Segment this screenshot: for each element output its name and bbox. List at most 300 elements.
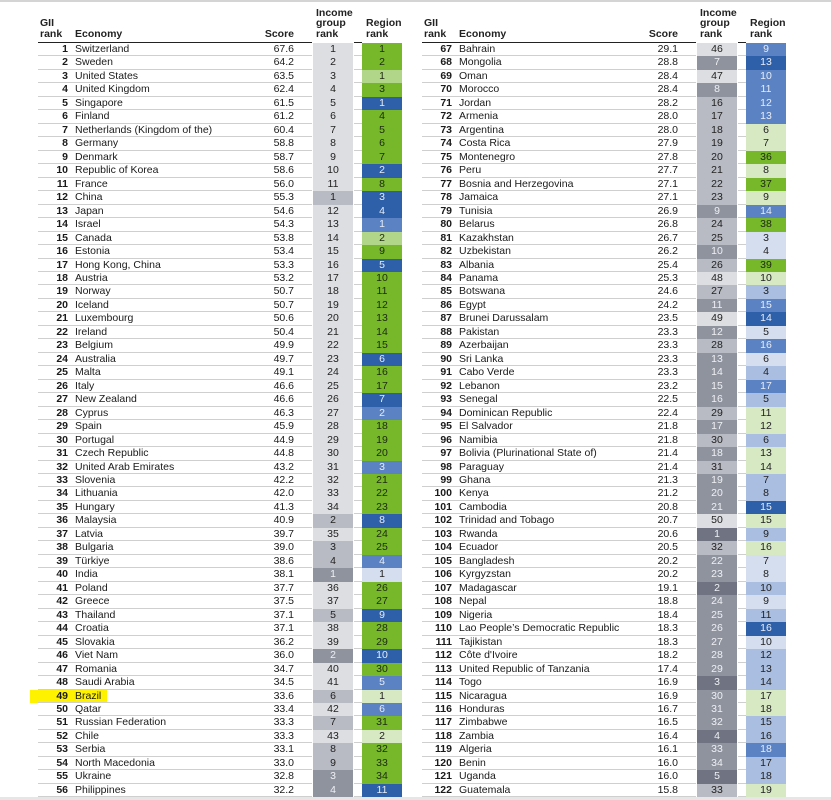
region-rank-cell: 17	[746, 690, 786, 703]
region-rank-cell: 10	[746, 636, 786, 649]
economy-cell: Tunisia	[459, 204, 493, 217]
region-rank-cell: 2	[362, 407, 402, 420]
income-group-rank-cell: 30	[313, 447, 353, 460]
income-group-rank-cell: 25	[697, 609, 737, 622]
income-group-rank-cell: 23	[697, 568, 737, 581]
score-cell: 34.7	[273, 662, 294, 675]
gii-rank-cell: 69	[440, 69, 452, 82]
header-gii-rank: GII rank	[424, 17, 447, 40]
table-row	[38, 528, 404, 541]
gii-rank-cell: 44	[56, 622, 68, 635]
region-rank-cell: 25	[362, 541, 402, 554]
income-group-rank-cell: 2	[313, 514, 353, 527]
gii-rank-cell: 97	[440, 447, 452, 460]
gii-rank-cell: 102	[434, 514, 452, 527]
region-rank-cell: 2	[362, 232, 402, 245]
table-row	[422, 676, 788, 689]
gii-rank-cell: 84	[440, 271, 452, 284]
table-row	[422, 97, 788, 110]
economy-cell: Zambia	[459, 729, 495, 742]
region-rank-cell: 19	[746, 784, 786, 797]
region-rank-cell: 18	[746, 770, 786, 783]
region-rank-cell: 13	[746, 663, 786, 676]
region-rank-cell: 6	[362, 703, 402, 716]
region-rank-cell: 16	[746, 730, 786, 743]
income-group-rank-cell: 22	[313, 339, 353, 352]
income-group-rank-cell: 28	[697, 339, 737, 352]
income-group-rank-cell: 15	[697, 380, 737, 393]
gii-rank-cell: 5	[62, 96, 68, 109]
economy-cell: Nicaragua	[459, 689, 507, 702]
region-rank-cell: 7	[362, 393, 402, 406]
gii-rank-cell: 20	[56, 298, 68, 311]
income-group-rank-cell: 18	[697, 124, 737, 137]
table-row	[422, 56, 788, 69]
header-score: Score	[264, 27, 294, 40]
economy-cell: Argentina	[459, 123, 504, 136]
table-row	[422, 164, 788, 177]
score-cell: 16.9	[657, 689, 678, 702]
score-cell: 20.7	[657, 514, 678, 527]
region-rank-cell: 3	[362, 83, 402, 96]
score-cell: 25.4	[657, 258, 678, 271]
gii-rank-cell: 89	[440, 339, 452, 352]
table-row	[422, 582, 788, 595]
table-row	[422, 245, 788, 258]
score-cell: 22.4	[657, 406, 678, 419]
score-cell: 26.8	[657, 218, 678, 231]
gii-rank-cell: 96	[440, 433, 452, 446]
score-cell: 27.8	[657, 150, 678, 163]
table-row	[38, 205, 404, 218]
region-rank-cell: 8	[746, 568, 786, 581]
income-group-rank-cell: 17	[697, 420, 737, 433]
gii-rank-cell: 85	[440, 285, 452, 298]
table-row	[422, 447, 788, 460]
table-row	[422, 528, 788, 541]
score-cell: 24.2	[657, 298, 678, 311]
income-group-rank-cell: 24	[697, 218, 737, 231]
region-rank-cell: 11	[362, 784, 402, 797]
region-rank-cell: 11	[746, 83, 786, 96]
score-cell: 32.2	[273, 783, 294, 796]
income-group-rank-cell: 16	[697, 393, 737, 406]
score-cell: 33.6	[273, 689, 294, 702]
region-rank-cell: 17	[746, 757, 786, 770]
economy-cell: Estonia	[75, 245, 111, 258]
table-row	[38, 582, 404, 595]
economy-cell: Iceland	[75, 298, 109, 311]
gii-rank-cell: 28	[56, 406, 68, 419]
income-group-rank-cell: 3	[313, 70, 353, 83]
economy-cell: Austria	[75, 271, 108, 284]
gii-rank-cell: 6	[62, 110, 68, 123]
table-row	[422, 137, 788, 150]
income-group-rank-cell: 32	[313, 474, 353, 487]
income-group-rank-cell: 14	[697, 366, 737, 379]
income-group-rank-cell: 22	[697, 178, 737, 191]
score-cell: 50.6	[273, 312, 294, 325]
gii-rank-cell: 98	[440, 460, 452, 473]
economy-cell: Portugal	[75, 433, 115, 446]
economy-cell: Pakistan	[459, 325, 500, 338]
table-row	[38, 137, 404, 150]
economy-cell: Philippines	[75, 783, 126, 796]
region-rank-cell: 6	[362, 353, 402, 366]
income-group-rank-cell: 43	[313, 730, 353, 743]
region-rank-cell: 9	[746, 43, 786, 56]
income-group-rank-cell: 19	[697, 474, 737, 487]
gii-rank-cell: 7	[62, 123, 68, 136]
income-group-rank-cell: 26	[697, 259, 737, 272]
gii-rank-cell: 2	[62, 56, 68, 69]
gii-rank-cell: 80	[440, 218, 452, 231]
gii-rank-cell: 82	[440, 245, 452, 258]
economy-cell: Romania	[75, 662, 118, 675]
region-rank-cell: 11	[746, 609, 786, 622]
region-rank-cell: 10	[746, 70, 786, 83]
table-row	[422, 743, 788, 756]
region-rank-cell: 22	[362, 487, 402, 500]
region-rank-cell: 2	[362, 164, 402, 177]
income-group-rank-cell: 3	[697, 676, 737, 689]
region-rank-cell: 7	[362, 151, 402, 164]
gii-rank-cell: 53	[56, 743, 68, 756]
economy-cell: Honduras	[459, 702, 505, 715]
region-rank-cell: 15	[746, 299, 786, 312]
score-cell: 37.5	[273, 595, 294, 608]
region-rank-cell: 16	[746, 541, 786, 554]
income-group-rank-cell: 20	[697, 151, 737, 164]
income-group-rank-cell: 32	[697, 716, 737, 729]
score-cell: 23.3	[657, 366, 678, 379]
income-group-rank-cell: 10	[697, 245, 737, 258]
economy-cell: Montenegro	[459, 150, 516, 163]
score-cell: 34.5	[273, 676, 294, 689]
economy-cell: Nigeria	[459, 608, 493, 621]
score-cell: 24.6	[657, 285, 678, 298]
region-rank-cell: 33	[362, 757, 402, 770]
table-row	[38, 218, 404, 231]
gii-rank-cell: 83	[440, 258, 452, 271]
table-header	[422, 0, 788, 42]
table-row	[422, 622, 788, 635]
income-group-rank-cell: 12	[697, 326, 737, 339]
table-row	[422, 690, 788, 703]
table-row	[38, 56, 404, 69]
economy-cell: Bulgaria	[75, 541, 114, 554]
score-cell: 28.0	[657, 123, 678, 136]
economy-cell: Norway	[75, 285, 111, 298]
gii-rank-cell: 70	[440, 83, 452, 96]
table-row	[422, 663, 788, 676]
income-group-rank-cell: 26	[697, 622, 737, 635]
income-group-rank-cell: 48	[697, 272, 737, 285]
region-rank-cell: 16	[746, 622, 786, 635]
region-rank-cell: 24	[362, 528, 402, 541]
region-rank-cell: 9	[362, 609, 402, 622]
table-row	[422, 70, 788, 83]
score-cell: 20.5	[657, 541, 678, 554]
score-cell: 20.8	[657, 500, 678, 513]
economy-cell: Bolivia (Plurinational State of)	[459, 447, 597, 460]
table-row	[422, 218, 788, 231]
table-row	[422, 595, 788, 608]
income-group-rank-cell: 17	[697, 110, 737, 123]
score-cell: 33.3	[273, 729, 294, 742]
gii-rank-cell: 86	[440, 298, 452, 311]
region-rank-cell: 27	[362, 595, 402, 608]
economy-cell: Benin	[459, 756, 486, 769]
table-row	[422, 770, 788, 783]
score-cell: 15.8	[657, 783, 678, 796]
income-group-rank-cell: 27	[697, 636, 737, 649]
economy-cell: Brunei Darussalam	[459, 312, 549, 325]
gii-rank-cell: 119	[435, 743, 452, 756]
score-cell: 23.5	[657, 312, 678, 325]
income-group-rank-cell: 8	[697, 83, 737, 96]
gii-rank-cell: 115	[435, 689, 452, 702]
economy-cell: Israel	[75, 218, 101, 231]
table-row	[422, 259, 788, 272]
gii-rank-cell: 34	[56, 487, 68, 500]
economy-cell: Algeria	[459, 743, 492, 756]
region-rank-cell: 15	[362, 339, 402, 352]
income-group-rank-cell: 9	[697, 205, 737, 218]
economy-cell: Bosnia and Herzegovina	[459, 177, 574, 190]
table-row	[38, 770, 404, 783]
gii-rank-cell: 77	[440, 177, 452, 190]
economy-cell: Mongolia	[459, 56, 502, 69]
region-rank-cell: 5	[746, 326, 786, 339]
economy-cell: Viet Nam	[75, 649, 118, 662]
economy-cell: Guatemala	[459, 783, 511, 796]
region-rank-cell: 5	[746, 393, 786, 406]
score-cell: 54.6	[273, 204, 294, 217]
region-rank-cell: 12	[362, 299, 402, 312]
score-cell: 37.7	[273, 581, 294, 594]
economy-cell: Azerbaijan	[459, 339, 509, 352]
region-rank-cell: 18	[746, 703, 786, 716]
region-rank-cell: 14	[746, 312, 786, 325]
score-cell: 44.9	[273, 433, 294, 446]
region-rank-cell: 6	[746, 124, 786, 137]
score-cell: 18.3	[657, 622, 678, 635]
ranking-table-right	[422, 0, 788, 796]
score-cell: 46.6	[273, 379, 294, 392]
income-group-rank-cell: 18	[313, 285, 353, 298]
income-group-rank-cell: 7	[313, 716, 353, 729]
score-cell: 23.3	[657, 325, 678, 338]
gii-rank-cell: 94	[440, 406, 452, 419]
gii-rank-cell: 45	[56, 635, 68, 648]
gii-rank-cell: 117	[435, 716, 452, 729]
score-cell: 38.1	[273, 568, 294, 581]
gii-rank-cell: 120	[434, 756, 452, 769]
gii-rank-cell: 14	[56, 218, 68, 231]
income-group-rank-cell: 36	[313, 582, 353, 595]
gii-rank-cell: 27	[56, 393, 68, 406]
economy-cell: Bahrain	[459, 43, 496, 55]
table-row	[422, 757, 788, 770]
score-cell: 63.5	[273, 69, 294, 82]
score-cell: 16.7	[657, 702, 678, 715]
economy-cell: Peru	[459, 164, 482, 177]
score-cell: 16.5	[657, 716, 678, 729]
score-cell: 22.5	[657, 393, 678, 406]
header-region-rank: Region rank	[366, 17, 402, 40]
table-row	[422, 407, 788, 420]
table-row	[38, 259, 404, 272]
economy-cell: Slovakia	[75, 635, 115, 648]
table-row	[422, 191, 788, 204]
gii-rank-cell: 36	[56, 514, 68, 527]
score-cell: 26.9	[657, 204, 678, 217]
income-group-rank-cell: 6	[313, 110, 353, 123]
economy-cell: Czech Republic	[75, 447, 149, 460]
income-group-rank-cell: 23	[313, 353, 353, 366]
gii-rank-cell: 33	[56, 474, 68, 486]
region-rank-cell: 9	[746, 595, 786, 608]
region-rank-cell: 9	[362, 245, 402, 258]
region-rank-cell: 21	[362, 474, 402, 487]
table-row	[422, 151, 788, 164]
region-rank-cell: 6	[746, 434, 786, 447]
economy-cell: Nepal	[459, 595, 487, 608]
economy-cell: Ghana	[459, 474, 491, 486]
income-group-rank-cell: 4	[313, 83, 353, 96]
income-group-rank-cell: 31	[313, 461, 353, 474]
gii-rank-cell: 35	[56, 500, 68, 513]
region-rank-cell: 15	[746, 716, 786, 729]
income-group-rank-cell: 50	[697, 514, 737, 527]
table-row	[422, 609, 788, 622]
region-rank-cell: 7	[746, 474, 786, 487]
region-rank-cell: 37	[746, 178, 786, 191]
region-rank-cell: 1	[362, 218, 402, 231]
region-rank-cell: 13	[746, 447, 786, 460]
economy-cell: Belgium	[75, 339, 113, 352]
gii-rank-cell: 108	[434, 595, 452, 608]
gii-rank-cell: 21	[56, 312, 68, 325]
table-row	[422, 501, 788, 514]
income-group-rank-cell: 30	[697, 434, 737, 447]
score-cell: 21.3	[657, 474, 678, 486]
income-group-rank-cell: 31	[697, 461, 737, 474]
economy-cell: Jamaica	[459, 191, 499, 204]
income-group-rank-cell: 24	[697, 595, 737, 608]
economy-cell: Kyrgyzstan	[459, 568, 511, 581]
economy-cell: Hungary	[75, 500, 115, 513]
income-group-rank-cell: 40	[313, 663, 353, 676]
score-cell: 43.2	[273, 460, 294, 473]
income-group-rank-cell: 19	[313, 299, 353, 312]
income-group-rank-cell: 25	[697, 232, 737, 245]
income-group-rank-cell: 38	[313, 622, 353, 635]
header-economy: Economy	[75, 27, 123, 40]
score-cell: 44.8	[273, 447, 294, 460]
table-row	[38, 716, 404, 729]
economy-cell: Brazil	[68, 690, 107, 703]
score-cell: 38.6	[273, 554, 294, 567]
income-group-rank-cell: 11	[697, 299, 737, 312]
economy-cell: Senegal	[459, 393, 498, 406]
gii-rank-cell: 92	[440, 379, 452, 392]
score-cell: 29.1	[657, 43, 678, 55]
score-cell: 21.4	[657, 447, 678, 460]
economy-cell: Costa Rica	[459, 137, 511, 150]
economy-cell: Italy	[75, 379, 95, 392]
score-cell: 39.7	[273, 527, 294, 540]
table-row	[38, 70, 404, 83]
score-cell: 45.9	[273, 420, 294, 433]
score-cell: 64.2	[273, 56, 294, 69]
score-cell: 41.3	[273, 500, 294, 513]
economy-cell: North Macedonia	[75, 756, 155, 769]
table-row	[38, 299, 404, 312]
table-row	[38, 622, 404, 635]
score-cell: 67.6	[273, 43, 294, 55]
table-row	[38, 757, 404, 770]
region-rank-cell: 39	[746, 259, 786, 272]
economy-cell: Oman	[459, 69, 488, 82]
table-row	[422, 178, 788, 191]
economy-cell: Sri Lanka	[459, 352, 504, 365]
table-row	[422, 353, 788, 366]
region-rank-cell: 14	[746, 676, 786, 689]
income-group-rank-cell: 4	[313, 555, 353, 568]
table-row	[422, 461, 788, 474]
economy-cell: Ireland	[75, 325, 108, 338]
economy-cell: Russian Federation	[75, 716, 167, 729]
economy-cell: New Zealand	[75, 393, 137, 406]
economy-cell: Switzerland	[75, 43, 130, 55]
gii-rank-cell: 25	[56, 366, 68, 379]
score-cell: 18.2	[657, 649, 678, 662]
economy-cell: Saudi Arabia	[75, 676, 135, 689]
table-row	[422, 487, 788, 500]
score-cell: 55.3	[273, 191, 294, 204]
income-group-rank-cell: 20	[697, 487, 737, 500]
income-group-rank-cell: 1	[313, 191, 353, 204]
gii-rank-cell: 11	[56, 177, 68, 190]
table-row	[422, 649, 788, 662]
gii-rank-cell: 103	[434, 527, 452, 540]
table-row	[38, 420, 404, 433]
gii-rank-cell: 8	[62, 137, 68, 150]
economy-cell: Namibia	[459, 433, 498, 446]
table-row	[38, 636, 404, 649]
table-row	[38, 609, 404, 622]
income-group-rank-cell: 16	[313, 259, 353, 272]
table-row	[422, 299, 788, 312]
table-row	[38, 178, 404, 191]
score-cell: 49.9	[273, 339, 294, 352]
gii-rank-cell: 17	[56, 258, 68, 271]
score-cell: 19.1	[657, 581, 678, 594]
income-group-rank-cell: 13	[313, 218, 353, 231]
region-rank-cell: 1	[362, 568, 402, 581]
region-rank-cell: 2	[362, 56, 402, 69]
region-rank-cell: 1	[362, 70, 402, 83]
income-group-rank-cell: 34	[697, 757, 737, 770]
table-row	[422, 110, 788, 123]
table-row	[38, 501, 404, 514]
score-cell: 28.8	[657, 56, 678, 69]
region-rank-cell: 5	[362, 124, 402, 137]
score-cell: 42.2	[273, 474, 294, 486]
economy-cell: Luxembourg	[75, 312, 134, 325]
